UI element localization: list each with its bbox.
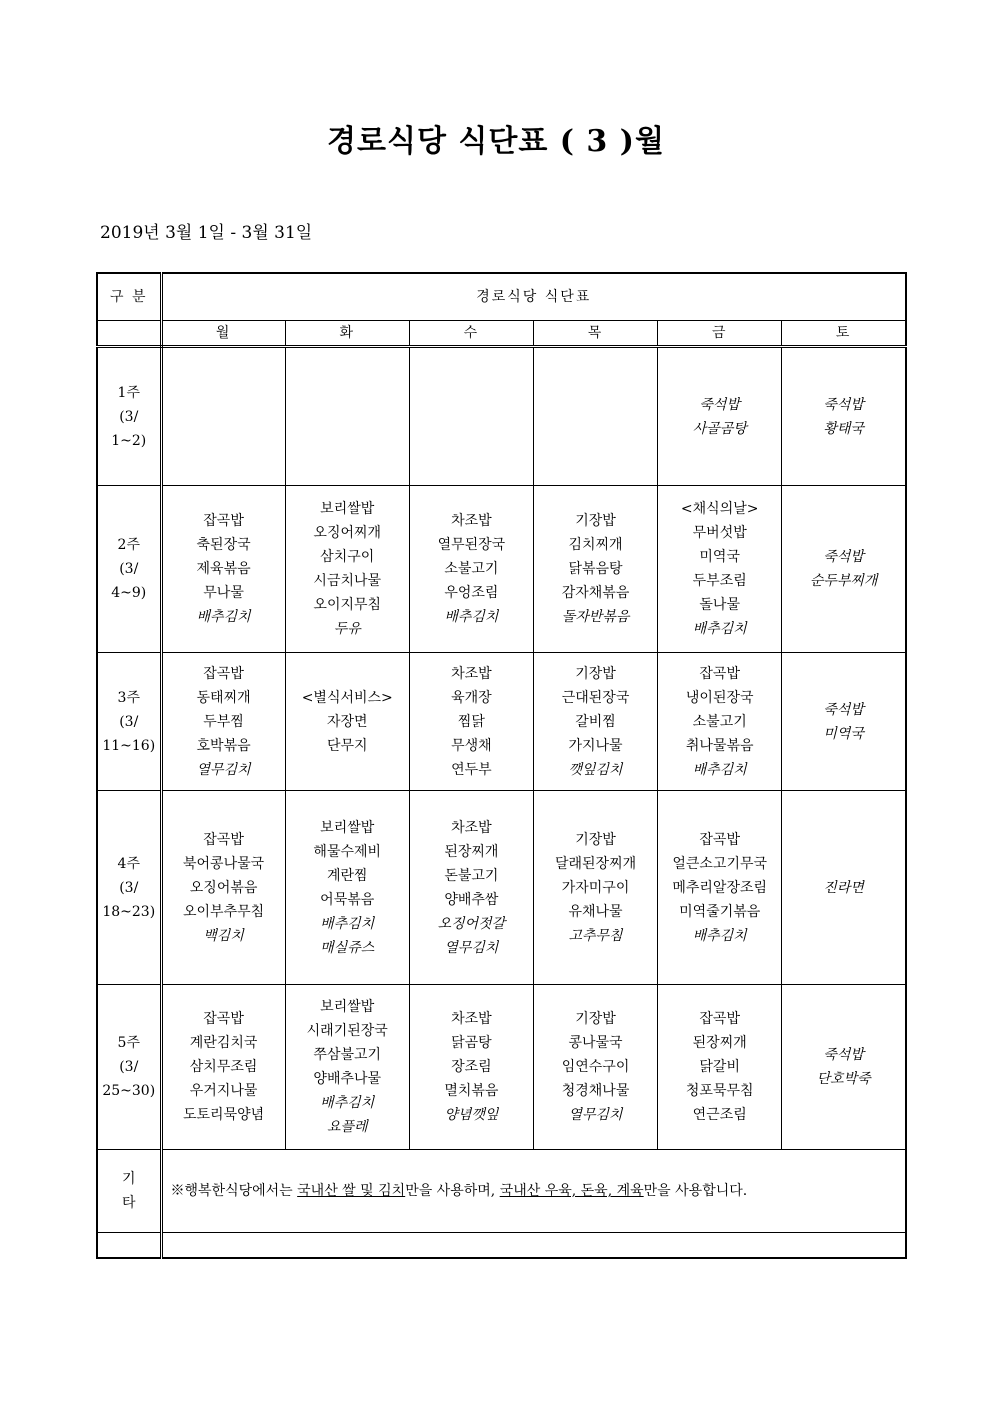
menu-cell — [409, 486, 533, 653]
menu-item: 요플레 — [326, 1119, 368, 1135]
etc-label-char: 기 — [121, 1171, 136, 1187]
day-header: 화 — [285, 321, 409, 347]
menu-table — [96, 272, 907, 1259]
menu-item: 유채나물 — [568, 903, 623, 920]
menu-item: 기장밥 — [575, 1011, 616, 1027]
menu-item: 돈불고기 — [444, 867, 499, 884]
menu-item: 배추김치 — [320, 915, 375, 932]
menu-item: 오징어젓갈 — [437, 915, 506, 932]
menu-cell — [533, 985, 657, 1150]
menu-item: 북어콩나물국 — [183, 855, 265, 872]
menu-cell — [658, 985, 782, 1150]
week-label-line: 2주 — [117, 537, 140, 553]
menu-item: 얼큰소고기무국 — [672, 855, 768, 872]
menu-item: 연근조림 — [692, 1107, 747, 1123]
week-label-line: (3/ — [119, 561, 139, 577]
menu-item: 청경채나물 — [561, 1083, 630, 1099]
menu-item: 달래된장찌개 — [554, 855, 637, 872]
menu-item: 김치찌개 — [568, 537, 623, 553]
menu-item: 무버섯밥 — [692, 525, 747, 541]
menu-item: 냉이된장국 — [685, 689, 754, 706]
menu-item: 연두부 — [451, 761, 492, 778]
menu-item: 갈비찜 — [575, 713, 616, 730]
menu-cell — [409, 347, 533, 486]
menu-cell — [658, 486, 782, 653]
notice-mid: 만을 사용하며, — [405, 1183, 500, 1199]
menu-item: 잡곡밥 — [203, 665, 244, 682]
menu-item: <별식서비스> — [301, 689, 393, 706]
menu-item: 배추김치 — [196, 609, 251, 625]
menu-item: 된장찌개 — [692, 1035, 747, 1051]
week-label-line: (3/ — [119, 1059, 139, 1075]
menu-item: 자장면 — [326, 713, 368, 730]
menu-item: 제육볶음 — [196, 561, 251, 577]
menu-item: 미역국 — [823, 725, 864, 742]
week-label — [97, 985, 161, 1150]
menu-cell — [285, 985, 409, 1150]
date-range: 2019년 3월 1일 - 3월 31일 — [100, 223, 313, 243]
menu-item: 시금치나물 — [313, 573, 382, 589]
menu-cell — [782, 791, 906, 985]
menu-cell — [533, 791, 657, 985]
menu-item: 취나물볶음 — [685, 737, 754, 754]
menu-item: 도토리묵양념 — [183, 1107, 265, 1123]
menu-cell — [285, 347, 409, 486]
week-label-line: 11~16) — [102, 737, 156, 754]
menu-item: 동태찌개 — [196, 689, 251, 706]
menu-item: 배추김치 — [692, 761, 747, 778]
menu-item: 양배추쌈 — [444, 891, 499, 908]
menu-item: 오징어찌개 — [313, 525, 382, 541]
menu-item: 기장밥 — [575, 831, 616, 848]
menu-item: 무생채 — [451, 737, 492, 754]
menu-item: 기장밥 — [575, 513, 616, 529]
menu-item: 황태국 — [823, 420, 864, 437]
menu-item: 백김치 — [203, 927, 244, 944]
menu-cell — [161, 347, 285, 486]
menu-item: 보리쌀밥 — [320, 501, 375, 517]
menu-item: 된장찌개 — [444, 843, 499, 860]
week-label — [97, 791, 161, 985]
menu-item: 가자미구이 — [561, 879, 630, 896]
menu-item: 청포묵무침 — [685, 1083, 754, 1099]
menu-item: 콩나물국 — [568, 1035, 623, 1051]
blank-cell — [97, 1233, 161, 1259]
week-row — [97, 347, 906, 486]
menu-cell — [533, 347, 657, 486]
week-label-line: (3/ — [119, 879, 139, 896]
week-label-line: 5주 — [117, 1035, 140, 1051]
menu-item: 축된장국 — [196, 537, 251, 553]
menu-item: 미역국 — [699, 549, 740, 565]
menu-cell — [658, 347, 782, 486]
menu-item: 미역줄기볶음 — [679, 903, 761, 920]
menu-item: 우거지나물 — [189, 1083, 258, 1099]
menu-item: 양배추나물 — [313, 1071, 382, 1087]
days-row — [97, 321, 906, 347]
page-title: 경로식당 식단표 ( 3 )월 — [327, 124, 665, 159]
menu-cell — [161, 653, 285, 791]
menu-cell — [782, 347, 906, 486]
week-label-line: 4~9) — [111, 585, 147, 601]
menu-item: 시래기된장국 — [306, 1023, 388, 1039]
menu-item: 단무지 — [326, 737, 368, 754]
menu-item: 계란찜 — [326, 867, 368, 884]
menu-item: 사골곰탕 — [692, 420, 747, 437]
menu-cell — [285, 791, 409, 985]
menu-item: 깻잎김치 — [568, 761, 623, 778]
etc-row — [97, 1150, 906, 1233]
week-label-line: (3/ — [119, 713, 139, 730]
menu-cell — [782, 985, 906, 1150]
menu-item: 보리쌀밥 — [320, 999, 375, 1015]
menu-item: 차조밥 — [451, 819, 492, 836]
menu-cell — [285, 653, 409, 791]
menu-item: 장조림 — [451, 1059, 492, 1075]
menu-item: 오이지무침 — [313, 597, 382, 613]
menu-item: 열무김치 — [568, 1107, 623, 1123]
notice-underlined-rice-kimchi: 국내산 쌀 및 김치 — [297, 1183, 406, 1199]
menu-item: 소불고기 — [692, 713, 747, 730]
week-label — [97, 653, 161, 791]
menu-item: 잡곡밥 — [699, 831, 740, 848]
menu-item: 계란김치국 — [189, 1035, 258, 1051]
day-header: 수 — [409, 321, 533, 347]
menu-item: 무나물 — [203, 585, 244, 601]
menu-item: 근대된장국 — [561, 689, 630, 706]
menu-cell — [409, 653, 533, 791]
menu-item: 삼치무조림 — [189, 1059, 258, 1075]
menu-item: 오징어볶음 — [189, 879, 258, 896]
menu-item: 매실쥬스 — [320, 939, 375, 956]
menu-cell — [161, 791, 285, 985]
menu-item: 진라면 — [823, 879, 864, 896]
menu-item: 잡곡밥 — [699, 1011, 740, 1027]
menu-item: 배추김치 — [444, 609, 499, 625]
menu-item: 우엉조림 — [444, 585, 499, 601]
menu-item: 열무김치 — [196, 761, 251, 778]
menu-item: 고추무침 — [568, 927, 623, 944]
menu-item: 잡곡밥 — [203, 831, 244, 848]
menu-cell — [409, 791, 533, 985]
menu-item: 배추김치 — [692, 927, 747, 944]
menu-item: 잡곡밥 — [203, 513, 244, 529]
menu-cell — [285, 486, 409, 653]
days-corner — [97, 321, 161, 347]
week-label — [97, 347, 161, 486]
menu-item: 죽석밥 — [823, 1047, 864, 1063]
blank-row — [97, 1233, 906, 1259]
menu-item: 해물수제비 — [313, 843, 382, 860]
menu-item: 두부조림 — [692, 573, 747, 589]
menu-cell — [409, 985, 533, 1150]
menu-item: 육개장 — [451, 689, 492, 706]
week-row — [97, 791, 906, 985]
week-label — [97, 486, 161, 653]
menu-item: 열무된장국 — [437, 537, 506, 553]
menu-item: 죽석밥 — [699, 396, 740, 413]
menu-item: 죽석밥 — [823, 701, 864, 718]
menu-item: 돌자반볶음 — [561, 609, 630, 625]
blank-cell — [161, 1233, 906, 1259]
section-label: 구 분 — [97, 273, 161, 321]
day-header: 토 — [782, 321, 906, 347]
menu-item: 차조밥 — [451, 665, 492, 682]
week-label-line: 1~2) — [111, 432, 147, 449]
day-header: 금 — [658, 321, 782, 347]
menu-item: 가지나물 — [568, 737, 623, 754]
menu-item: 잡곡밥 — [203, 1011, 244, 1027]
menu-item: 죽석밥 — [823, 396, 864, 413]
notice-underlined-meat: 국내산 우육, 돈육, 계육 — [499, 1183, 644, 1199]
menu-item: 단호박죽 — [816, 1071, 871, 1087]
day-header: 목 — [533, 321, 657, 347]
menu-cell — [161, 985, 285, 1150]
menu-item: 차조밥 — [451, 513, 492, 529]
notice-prefix: ※행복한식당에서는 — [170, 1183, 298, 1199]
week-label-line: 1주 — [117, 384, 140, 401]
menu-item: 기장밥 — [575, 665, 616, 682]
menu-cell — [782, 653, 906, 791]
menu-item: 차조밥 — [451, 1011, 492, 1027]
menu-cell — [161, 486, 285, 653]
menu-cell — [782, 486, 906, 653]
week-label-line: 4주 — [117, 855, 140, 872]
menu-item: 두유 — [333, 621, 361, 637]
menu-item: 감자채볶음 — [561, 585, 630, 601]
menu-item: 어묵볶음 — [320, 891, 375, 908]
menu-item: 찜닭 — [457, 713, 485, 730]
menu-cell — [533, 486, 657, 653]
menu-item: 양념깻잎 — [444, 1107, 499, 1123]
menu-item: 열무김치 — [444, 939, 499, 956]
week-label-line: 25~30) — [102, 1083, 156, 1099]
menu-item: 닭갈비 — [699, 1059, 740, 1075]
menu-item: 배추김치 — [320, 1095, 375, 1111]
menu-item: 죽석밥 — [823, 549, 864, 565]
notice-text — [161, 1150, 906, 1233]
week-label-line: 18~23) — [102, 903, 156, 920]
menu-item: 오이부추무침 — [183, 903, 265, 920]
menu-item: 잡곡밥 — [699, 665, 740, 682]
menu-cell — [658, 653, 782, 791]
week-row — [97, 985, 906, 1150]
menu-item: <채식의날> — [680, 501, 759, 517]
day-header: 월 — [161, 321, 285, 347]
menu-item: 배추김치 — [692, 621, 747, 637]
menu-cell — [533, 653, 657, 791]
notice-suffix: 만을 사용합니다. — [643, 1183, 748, 1199]
menu-item: 보리쌀밥 — [320, 819, 375, 836]
menu-item: 임연수구이 — [561, 1059, 630, 1075]
etc-label — [97, 1150, 161, 1233]
menu-item: 돌나물 — [699, 597, 740, 613]
table-header-title: 경로식당 식단표 — [161, 273, 906, 321]
menu-item: 멸치볶음 — [444, 1083, 499, 1099]
menu-cell — [658, 791, 782, 985]
menu-item: 닭볶음탕 — [568, 561, 623, 577]
week-label-line: (3/ — [119, 408, 139, 425]
menu-item: 호박볶음 — [196, 737, 251, 754]
menu-item: 삼치구이 — [320, 549, 375, 565]
menu-item: 두부찜 — [203, 713, 244, 730]
week-label-line: 3주 — [117, 689, 140, 706]
header-row — [97, 273, 906, 321]
menu-item: 쭈삼불고기 — [313, 1047, 382, 1063]
etc-label-char: 타 — [121, 1195, 136, 1211]
week-row — [97, 653, 906, 791]
menu-item: 닭곰탕 — [451, 1035, 492, 1051]
menu-item: 소불고기 — [444, 561, 499, 577]
menu-item: 순두부찌개 — [809, 573, 878, 589]
menu-item: 메추리알장조림 — [672, 879, 768, 896]
week-row — [97, 486, 906, 653]
